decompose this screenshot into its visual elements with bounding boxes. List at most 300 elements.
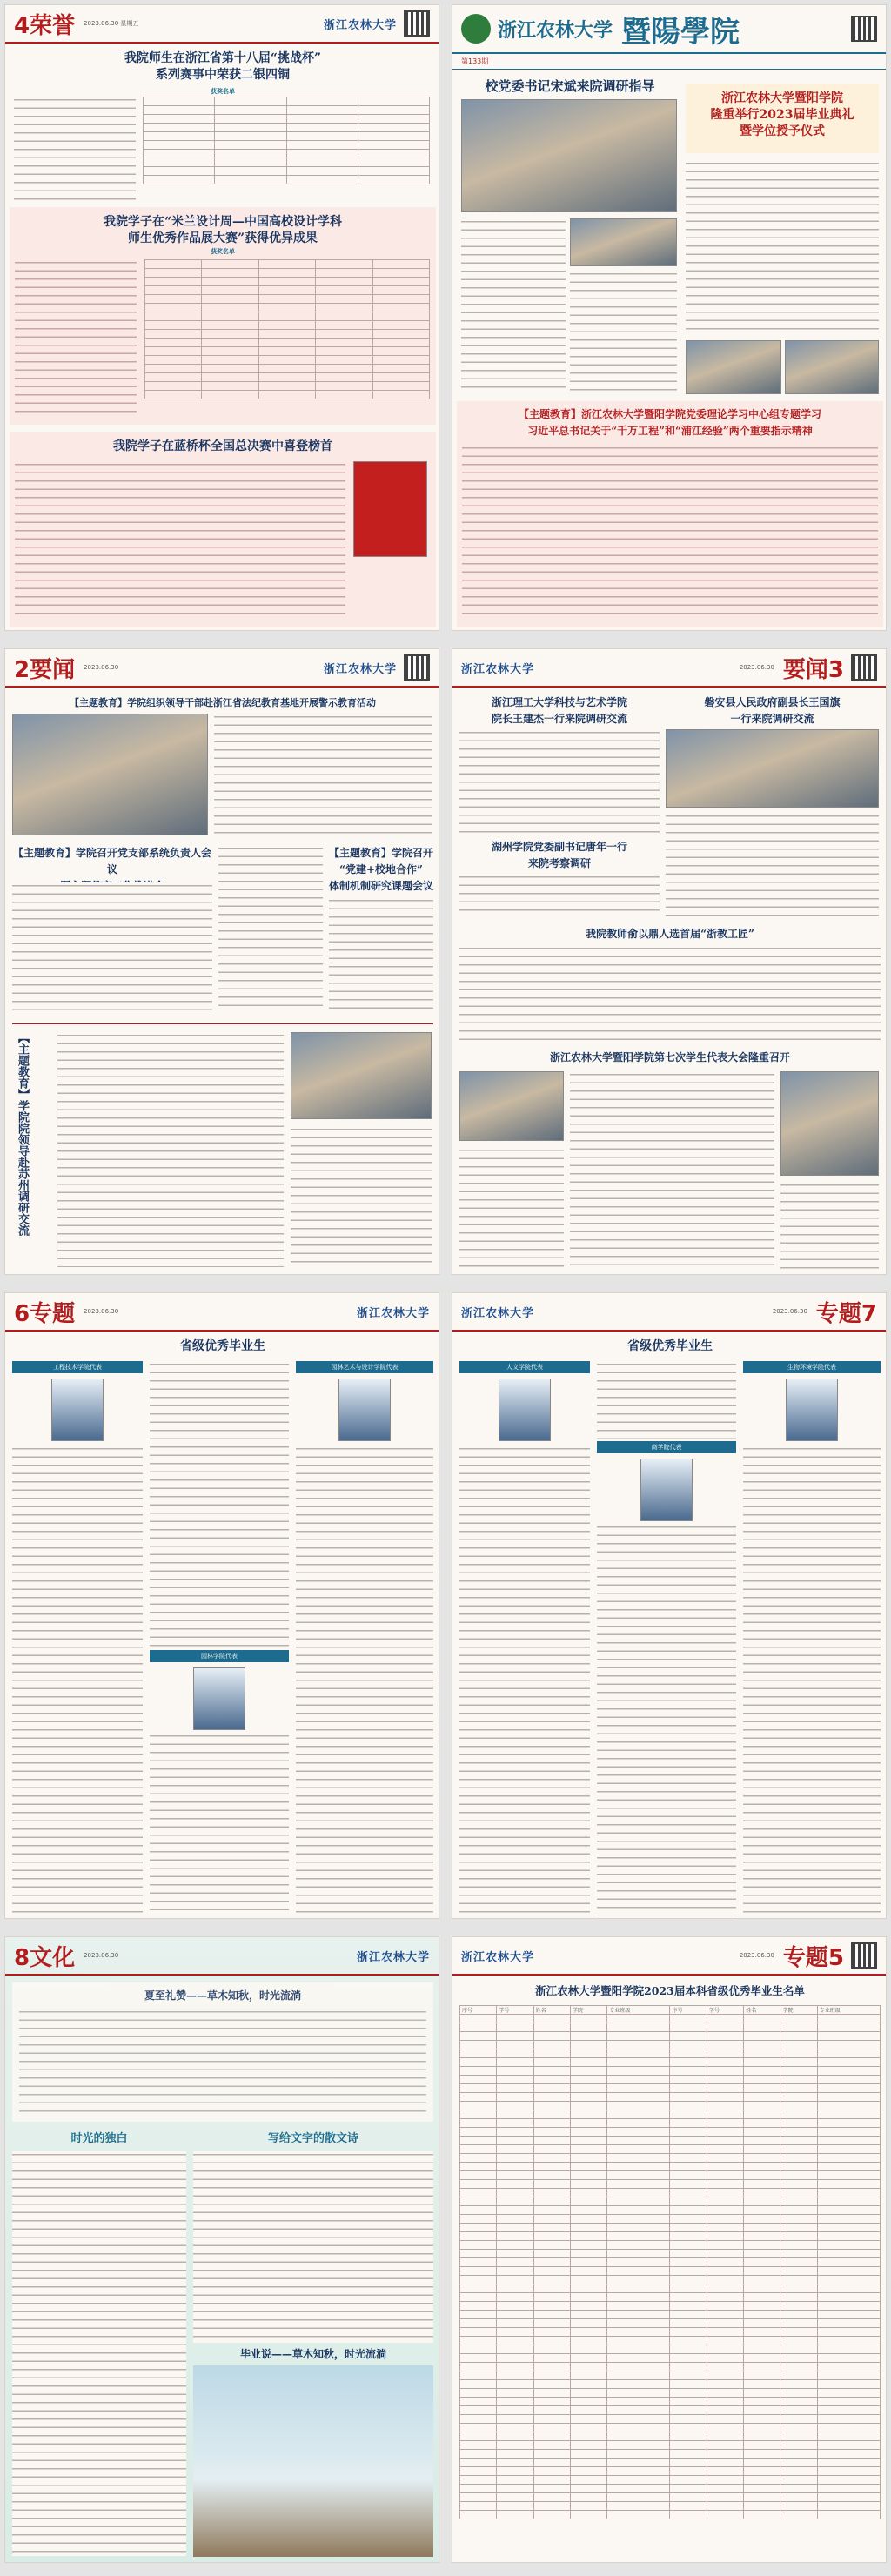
table-cell xyxy=(460,2415,497,2424)
table-header-cell: 学院 xyxy=(570,2006,606,2015)
essay-block xyxy=(12,1982,433,2122)
table-cell xyxy=(533,2389,570,2398)
table-cell xyxy=(497,2476,533,2485)
table-cell xyxy=(817,2337,880,2345)
table-cell xyxy=(744,2328,780,2337)
table-cell xyxy=(744,2197,780,2206)
table-cell xyxy=(744,2232,780,2241)
table-cell xyxy=(707,2145,743,2154)
table-cell xyxy=(533,2502,570,2511)
table-cell xyxy=(744,2485,780,2493)
table-cell xyxy=(780,2197,817,2206)
portrait-photo xyxy=(640,1459,693,1521)
table-cell xyxy=(570,2284,606,2293)
table-cell xyxy=(670,2250,707,2258)
headline: 我院教师俞以鼎人选首届“浙教工匠” xyxy=(586,928,754,940)
table-cell xyxy=(780,2371,817,2380)
table-cell xyxy=(817,2450,880,2459)
table-cell xyxy=(607,2224,670,2232)
table-cell xyxy=(570,2328,606,2337)
news-photo xyxy=(12,714,208,835)
table-row xyxy=(460,2224,881,2232)
article-title: 我院师生在浙江省第十八届“挑战杯” xyxy=(124,51,322,65)
portrait-photo xyxy=(338,1379,391,1441)
essay-title: 时光的独白 xyxy=(70,2132,128,2145)
table-row xyxy=(460,2015,881,2023)
masthead: 浙江农林大学 xyxy=(461,1306,535,1320)
table-cell xyxy=(670,2371,707,2380)
table-cell xyxy=(817,2197,880,2206)
headline-block xyxy=(686,84,879,153)
table-cell xyxy=(817,2110,880,2119)
table-cell xyxy=(460,2345,497,2354)
table-cell xyxy=(670,2267,707,2276)
table-cell xyxy=(607,2023,670,2032)
table-cell xyxy=(780,2337,817,2345)
table-cell xyxy=(460,2406,497,2415)
table-cell xyxy=(570,2241,606,2250)
table-cell xyxy=(460,2502,497,2511)
table-row xyxy=(460,2145,881,2154)
table-cell xyxy=(707,2389,743,2398)
table-cell xyxy=(744,2354,780,2363)
table-cell xyxy=(533,2311,570,2319)
table-cell xyxy=(817,2319,880,2328)
table-cell xyxy=(707,2293,743,2302)
table-cell xyxy=(707,2206,743,2215)
table-cell xyxy=(780,2180,817,2189)
table-cell xyxy=(817,2311,880,2319)
page-header xyxy=(452,1937,886,1976)
table-cell xyxy=(533,2180,570,2189)
table-cell xyxy=(780,2380,817,2389)
table-cell xyxy=(780,2354,817,2363)
table-cell xyxy=(607,2215,670,2224)
table-row xyxy=(460,2371,881,2380)
table-cell xyxy=(533,2049,570,2058)
table-cell xyxy=(707,2284,743,2293)
table-row xyxy=(460,2067,881,2076)
table-row xyxy=(460,2406,881,2415)
article-block xyxy=(10,432,436,627)
table-cell xyxy=(707,2424,743,2432)
table-cell xyxy=(607,2476,670,2485)
table-cell xyxy=(533,2032,570,2041)
table-cell xyxy=(707,2319,743,2328)
table-cell xyxy=(607,2415,670,2424)
table-cell xyxy=(460,2363,497,2371)
table-cell xyxy=(817,2363,880,2371)
table-cell xyxy=(707,2015,743,2023)
table-cell xyxy=(460,2032,497,2041)
table-cell xyxy=(497,2041,533,2049)
table-cell xyxy=(707,2258,743,2267)
profile-text xyxy=(150,1733,289,1915)
table-cell xyxy=(780,2415,817,2424)
graduate-table xyxy=(459,2005,881,2519)
profile-text xyxy=(296,1446,433,1915)
masthead: 浙江农林大学 xyxy=(498,18,613,42)
table-cell xyxy=(817,2041,880,2049)
table-cell xyxy=(533,2241,570,2250)
table-row xyxy=(460,2415,881,2424)
table-cell xyxy=(817,2345,880,2354)
table-cell xyxy=(780,2049,817,2058)
table-cell xyxy=(817,2015,880,2023)
table-cell xyxy=(607,2137,670,2145)
table-cell xyxy=(707,2241,743,2250)
table-cell xyxy=(607,2311,670,2319)
table-row xyxy=(460,2189,881,2197)
table-cell xyxy=(570,2337,606,2345)
table-cell xyxy=(533,2267,570,2276)
table-cell xyxy=(780,2311,817,2319)
table-cell xyxy=(497,2267,533,2276)
table-cell xyxy=(780,2502,817,2511)
table-cell xyxy=(570,2389,606,2398)
table-cell xyxy=(607,2163,670,2171)
profile-card xyxy=(459,1361,590,1446)
table-cell xyxy=(460,2267,497,2276)
table-cell xyxy=(460,2119,497,2128)
table-header-cell: 学号 xyxy=(497,2006,533,2015)
table-row xyxy=(460,2502,881,2511)
table-cell xyxy=(497,2102,533,2110)
table-cell xyxy=(780,2067,817,2076)
table-cell xyxy=(570,2076,606,2084)
table-cell xyxy=(570,2432,606,2441)
table-cell xyxy=(707,2163,743,2171)
ribbon: 园林艺术与设计学院代表 xyxy=(296,1361,433,1373)
news-photo xyxy=(461,99,677,212)
table-cell xyxy=(780,2345,817,2354)
table-row xyxy=(460,2511,881,2519)
article-body xyxy=(686,160,879,334)
table-cell xyxy=(817,2493,880,2502)
table-cell xyxy=(670,2189,707,2197)
award-table xyxy=(144,259,430,399)
profile-card xyxy=(743,1361,881,1446)
table-cell xyxy=(780,2128,817,2137)
table-cell xyxy=(670,2110,707,2119)
table-cell xyxy=(497,2302,533,2311)
table-cell xyxy=(533,2485,570,2493)
table-cell xyxy=(707,2441,743,2450)
table-cell xyxy=(744,2145,780,2154)
essay-body xyxy=(12,2151,186,2556)
table-cell xyxy=(780,2206,817,2215)
page-1-front xyxy=(452,4,887,631)
page-2-news xyxy=(4,648,439,1275)
table-cell xyxy=(744,2493,780,2502)
table-cell xyxy=(707,2302,743,2311)
table-cell xyxy=(497,2354,533,2363)
article-body xyxy=(459,945,881,1041)
table-cell xyxy=(497,2224,533,2232)
table-cell xyxy=(780,2284,817,2293)
table-cell xyxy=(817,2511,880,2519)
table-cell xyxy=(670,2163,707,2171)
table-cell xyxy=(744,2476,780,2485)
table-cell xyxy=(744,2415,780,2424)
table-row xyxy=(460,2041,881,2049)
table-cell xyxy=(670,2511,707,2519)
table-cell xyxy=(670,2467,707,2476)
table-cell xyxy=(780,2137,817,2145)
news-photo xyxy=(780,1071,879,1176)
table-cell xyxy=(497,2023,533,2032)
table-cell xyxy=(570,2380,606,2389)
headline: 【主题教育】学院召开党支部系统负责人会议 xyxy=(12,847,211,875)
table-cell xyxy=(744,2015,780,2023)
table-cell xyxy=(533,2459,570,2467)
table-cell xyxy=(670,2145,707,2154)
article-body xyxy=(15,259,137,416)
table-cell xyxy=(570,2476,606,2485)
table-cell xyxy=(817,2432,880,2441)
table-cell xyxy=(744,2041,780,2049)
table-row xyxy=(460,2284,881,2293)
table-cell xyxy=(460,2398,497,2406)
table-cell xyxy=(533,2441,570,2450)
table-cell xyxy=(670,2197,707,2206)
table-cell xyxy=(707,2345,743,2354)
table-cell xyxy=(780,2493,817,2502)
table-cell xyxy=(744,2337,780,2345)
table-cell xyxy=(570,2171,606,2180)
article-title: 师生优秀作品展大赛”获得优异成果 xyxy=(127,231,318,245)
table-cell xyxy=(570,2154,606,2163)
table-cell xyxy=(533,2250,570,2258)
article-body xyxy=(459,874,660,917)
table-cell xyxy=(570,2145,606,2154)
table-cell xyxy=(817,2076,880,2084)
profile-text xyxy=(597,1524,736,1915)
table-cell xyxy=(670,2450,707,2459)
table-cell xyxy=(497,2284,533,2293)
table-cell xyxy=(533,2476,570,2485)
table-cell xyxy=(607,2328,670,2337)
table-cell xyxy=(533,2493,570,2502)
table-cell xyxy=(533,2511,570,2519)
table-cell xyxy=(497,2084,533,2093)
table-cell xyxy=(607,2067,670,2076)
table-cell xyxy=(533,2276,570,2284)
table-cell xyxy=(460,2485,497,2493)
table-cell xyxy=(707,2171,743,2180)
news-photo xyxy=(785,340,879,394)
table-cell xyxy=(533,2258,570,2267)
table-cell xyxy=(670,2485,707,2493)
table-cell xyxy=(670,2406,707,2415)
table-cell xyxy=(817,2163,880,2171)
table-cell xyxy=(744,2119,780,2128)
table-cell xyxy=(744,2049,780,2058)
table-row xyxy=(460,2363,881,2371)
table-cell xyxy=(744,2432,780,2441)
table-cell xyxy=(607,2319,670,2328)
table-cell xyxy=(497,2380,533,2389)
table-cell xyxy=(707,2102,743,2110)
article-body xyxy=(291,1126,432,1267)
table-cell xyxy=(570,2450,606,2459)
table-cell xyxy=(670,2128,707,2137)
table-cell xyxy=(707,2093,743,2102)
table-cell xyxy=(670,2137,707,2145)
table-row xyxy=(460,2258,881,2267)
table-cell xyxy=(707,2337,743,2345)
table-cell xyxy=(607,2241,670,2250)
table-row xyxy=(460,2076,881,2084)
article-body xyxy=(459,1147,564,1269)
profile-card xyxy=(296,1361,433,1446)
masthead-title: 暨陽學院 xyxy=(621,14,740,50)
table-cell xyxy=(497,2049,533,2058)
table-cell xyxy=(817,2406,880,2415)
list-heading: 获奖名单 xyxy=(211,248,235,255)
table-cell xyxy=(817,2328,880,2337)
profile-text xyxy=(597,1361,736,1439)
table-cell xyxy=(817,2371,880,2380)
table-row xyxy=(460,2110,881,2119)
table-cell xyxy=(570,2511,606,2519)
table-header-cell: 专业班级 xyxy=(607,2006,670,2015)
table-cell xyxy=(744,2154,780,2163)
table-cell xyxy=(570,2502,606,2511)
masthead: 浙江农林大学 xyxy=(356,1306,430,1320)
page-date: 2023.06.30 xyxy=(84,664,119,671)
table-cell xyxy=(570,2267,606,2276)
table-cell xyxy=(670,2224,707,2232)
table-cell xyxy=(460,2154,497,2163)
table-cell xyxy=(670,2258,707,2267)
table-cell xyxy=(497,2389,533,2398)
table-cell xyxy=(670,2032,707,2041)
table-cell xyxy=(744,2389,780,2398)
table-cell xyxy=(533,2058,570,2067)
essay-title: 夏至礼赞——草木知秋，时光流淌 xyxy=(144,1989,301,2002)
table-cell xyxy=(570,2345,606,2354)
page-date: 2023.06.30 xyxy=(84,1308,119,1315)
table-cell xyxy=(497,2511,533,2519)
table-cell xyxy=(570,2197,606,2206)
table-cell xyxy=(533,2415,570,2424)
table-cell xyxy=(707,2493,743,2502)
table-cell xyxy=(780,2276,817,2284)
table-cell xyxy=(817,2502,880,2511)
ribbon: 园林学院代表 xyxy=(150,1650,289,1662)
table-cell xyxy=(497,2258,533,2267)
table-cell xyxy=(780,2119,817,2128)
table-cell xyxy=(707,2311,743,2319)
table-cell xyxy=(460,2328,497,2337)
qr-code-icon xyxy=(851,1942,877,1969)
table-cell xyxy=(570,2084,606,2093)
table-cell xyxy=(533,2424,570,2432)
table-cell xyxy=(460,2302,497,2311)
portrait-photo xyxy=(786,1379,838,1441)
table-cell xyxy=(780,2511,817,2519)
table-cell xyxy=(570,2319,606,2328)
table-cell xyxy=(533,2119,570,2128)
news-photo xyxy=(686,340,781,394)
list-heading: 获奖名单 xyxy=(211,88,235,95)
table-cell xyxy=(780,2102,817,2110)
headline: 一行来院调研交流 xyxy=(730,713,814,725)
table-cell xyxy=(533,2163,570,2171)
table-cell xyxy=(460,2493,497,2502)
table-cell xyxy=(817,2067,880,2076)
table-cell xyxy=(460,2102,497,2110)
table-cell xyxy=(707,2067,743,2076)
table-cell xyxy=(533,2215,570,2224)
table-cell xyxy=(780,2432,817,2441)
table-cell xyxy=(670,2241,707,2250)
article-body xyxy=(462,445,878,619)
table-cell xyxy=(533,2128,570,2137)
table-cell xyxy=(780,2319,817,2328)
masthead: 浙江农林大学 xyxy=(461,1950,535,1964)
table-cell xyxy=(460,2067,497,2076)
essay-title: 写给文字的散文诗 xyxy=(267,2132,358,2145)
illustration xyxy=(193,2365,433,2557)
table-cell xyxy=(460,2450,497,2459)
table-cell xyxy=(497,2337,533,2345)
table-cell xyxy=(707,2189,743,2197)
table-cell xyxy=(607,2276,670,2284)
headline: 【主题教育】学院组织领导干部赴浙江省法纪教育基地开展警示教育活动 xyxy=(70,697,376,708)
table-cell xyxy=(744,2206,780,2215)
table-cell xyxy=(670,2345,707,2354)
table-cell xyxy=(744,2441,780,2450)
table-cell xyxy=(533,2232,570,2241)
table-cell xyxy=(607,2049,670,2058)
table-cell xyxy=(570,2406,606,2415)
qr-code-icon xyxy=(851,16,877,42)
headline: 习近平总书记关于“千万工程”和“浦江经验”两个重要指示精神 xyxy=(527,425,813,437)
table-row xyxy=(460,2137,881,2145)
page-number: 专题5 xyxy=(782,1944,844,1971)
table-cell xyxy=(670,2398,707,2406)
table-cell xyxy=(497,2032,533,2041)
table-cell xyxy=(707,2398,743,2406)
table-cell xyxy=(817,2180,880,2189)
table-cell xyxy=(460,2311,497,2319)
table-cell xyxy=(460,2284,497,2293)
table-cell xyxy=(670,2311,707,2319)
table-cell xyxy=(707,2354,743,2363)
table-cell xyxy=(670,2493,707,2502)
table-cell xyxy=(707,2058,743,2067)
table-cell xyxy=(744,2319,780,2328)
page-date: 2023.06.30 xyxy=(772,1308,807,1315)
table-cell xyxy=(460,2441,497,2450)
table-cell xyxy=(533,2293,570,2302)
table-cell xyxy=(607,2180,670,2189)
table-cell xyxy=(817,2424,880,2432)
table-cell xyxy=(670,2389,707,2398)
table-cell xyxy=(780,2398,817,2406)
article-body xyxy=(214,714,432,835)
headline: 院长王建杰一行来院调研交流 xyxy=(491,713,627,725)
table-cell xyxy=(670,2502,707,2511)
table-cell xyxy=(817,2476,880,2485)
table-row xyxy=(460,2232,881,2241)
table-cell xyxy=(570,2015,606,2023)
table-cell xyxy=(817,2093,880,2102)
table-cell xyxy=(607,2058,670,2067)
table-cell xyxy=(780,2163,817,2171)
